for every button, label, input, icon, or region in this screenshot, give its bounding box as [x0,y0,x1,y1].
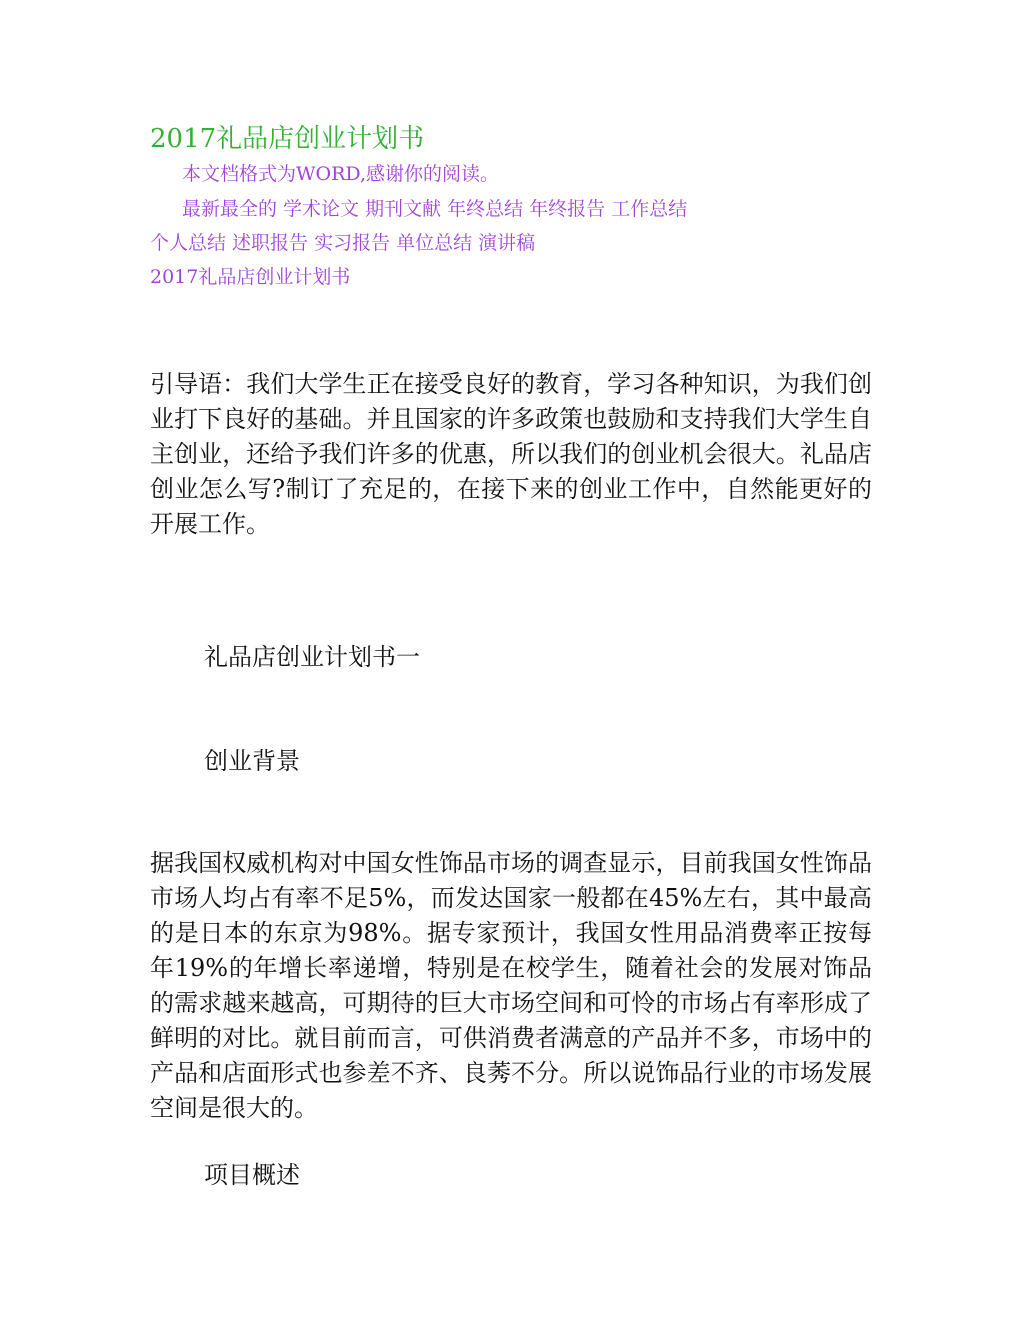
promo-line-format: 本文档格式为WORD,感谢你的阅读。 [182,163,500,185]
document-title: 2017礼品店创业计划书 [150,124,425,154]
promo-line-more-categories: 个人总结 述职报告 实习报告 单位总结 演讲稿 [150,232,536,254]
intro-paragraph: 引导语：我们大学生正在接受良好的教育，学习各种知识，为我们创业打下良好的基础。并且国家的许多政策也鼓励和支持我们大学生自主创业，还给予我们许多的优惠，所以我们的创业机会很大。礼品店创业怎么写?制订了充足的，在接下来的创业工作中，自然能更好的开展工作。 [150,370,872,538]
promo-line-categories: 最新最全的 学术论文 期刊文献 年终总结 年终报告 工作总结 [182,198,688,220]
heading-background: 创业背景 [204,747,300,775]
heading-overview: 项目概述 [204,1161,300,1189]
promo-line-doc-name: 2017礼品店创业计划书 [150,266,351,288]
background-paragraph: 据我国权威机构对中国女性饰品市场的调查显示，目前我国女性饰品市场人均占有率不足5%，而发达国家一般都在45%左右，其中最高的是日本的东京为98%。据专家预计，我国女性用品消费率正按每年19%的年增长率递增，特别是在校学生，随着社会的发展对饰品的需求越来越高，可期待的巨大市场空间和可怜的市场占有率形成了鲜明的对比。就目前而言，可供消费者满意的产品并不多，市场中的产品和店面形式也参差不齐、良莠不分。所以说饰品行业的市场发展空间是很大的。 [150,849,872,1122]
section-title: 礼品店创业计划书一 [204,643,420,671]
